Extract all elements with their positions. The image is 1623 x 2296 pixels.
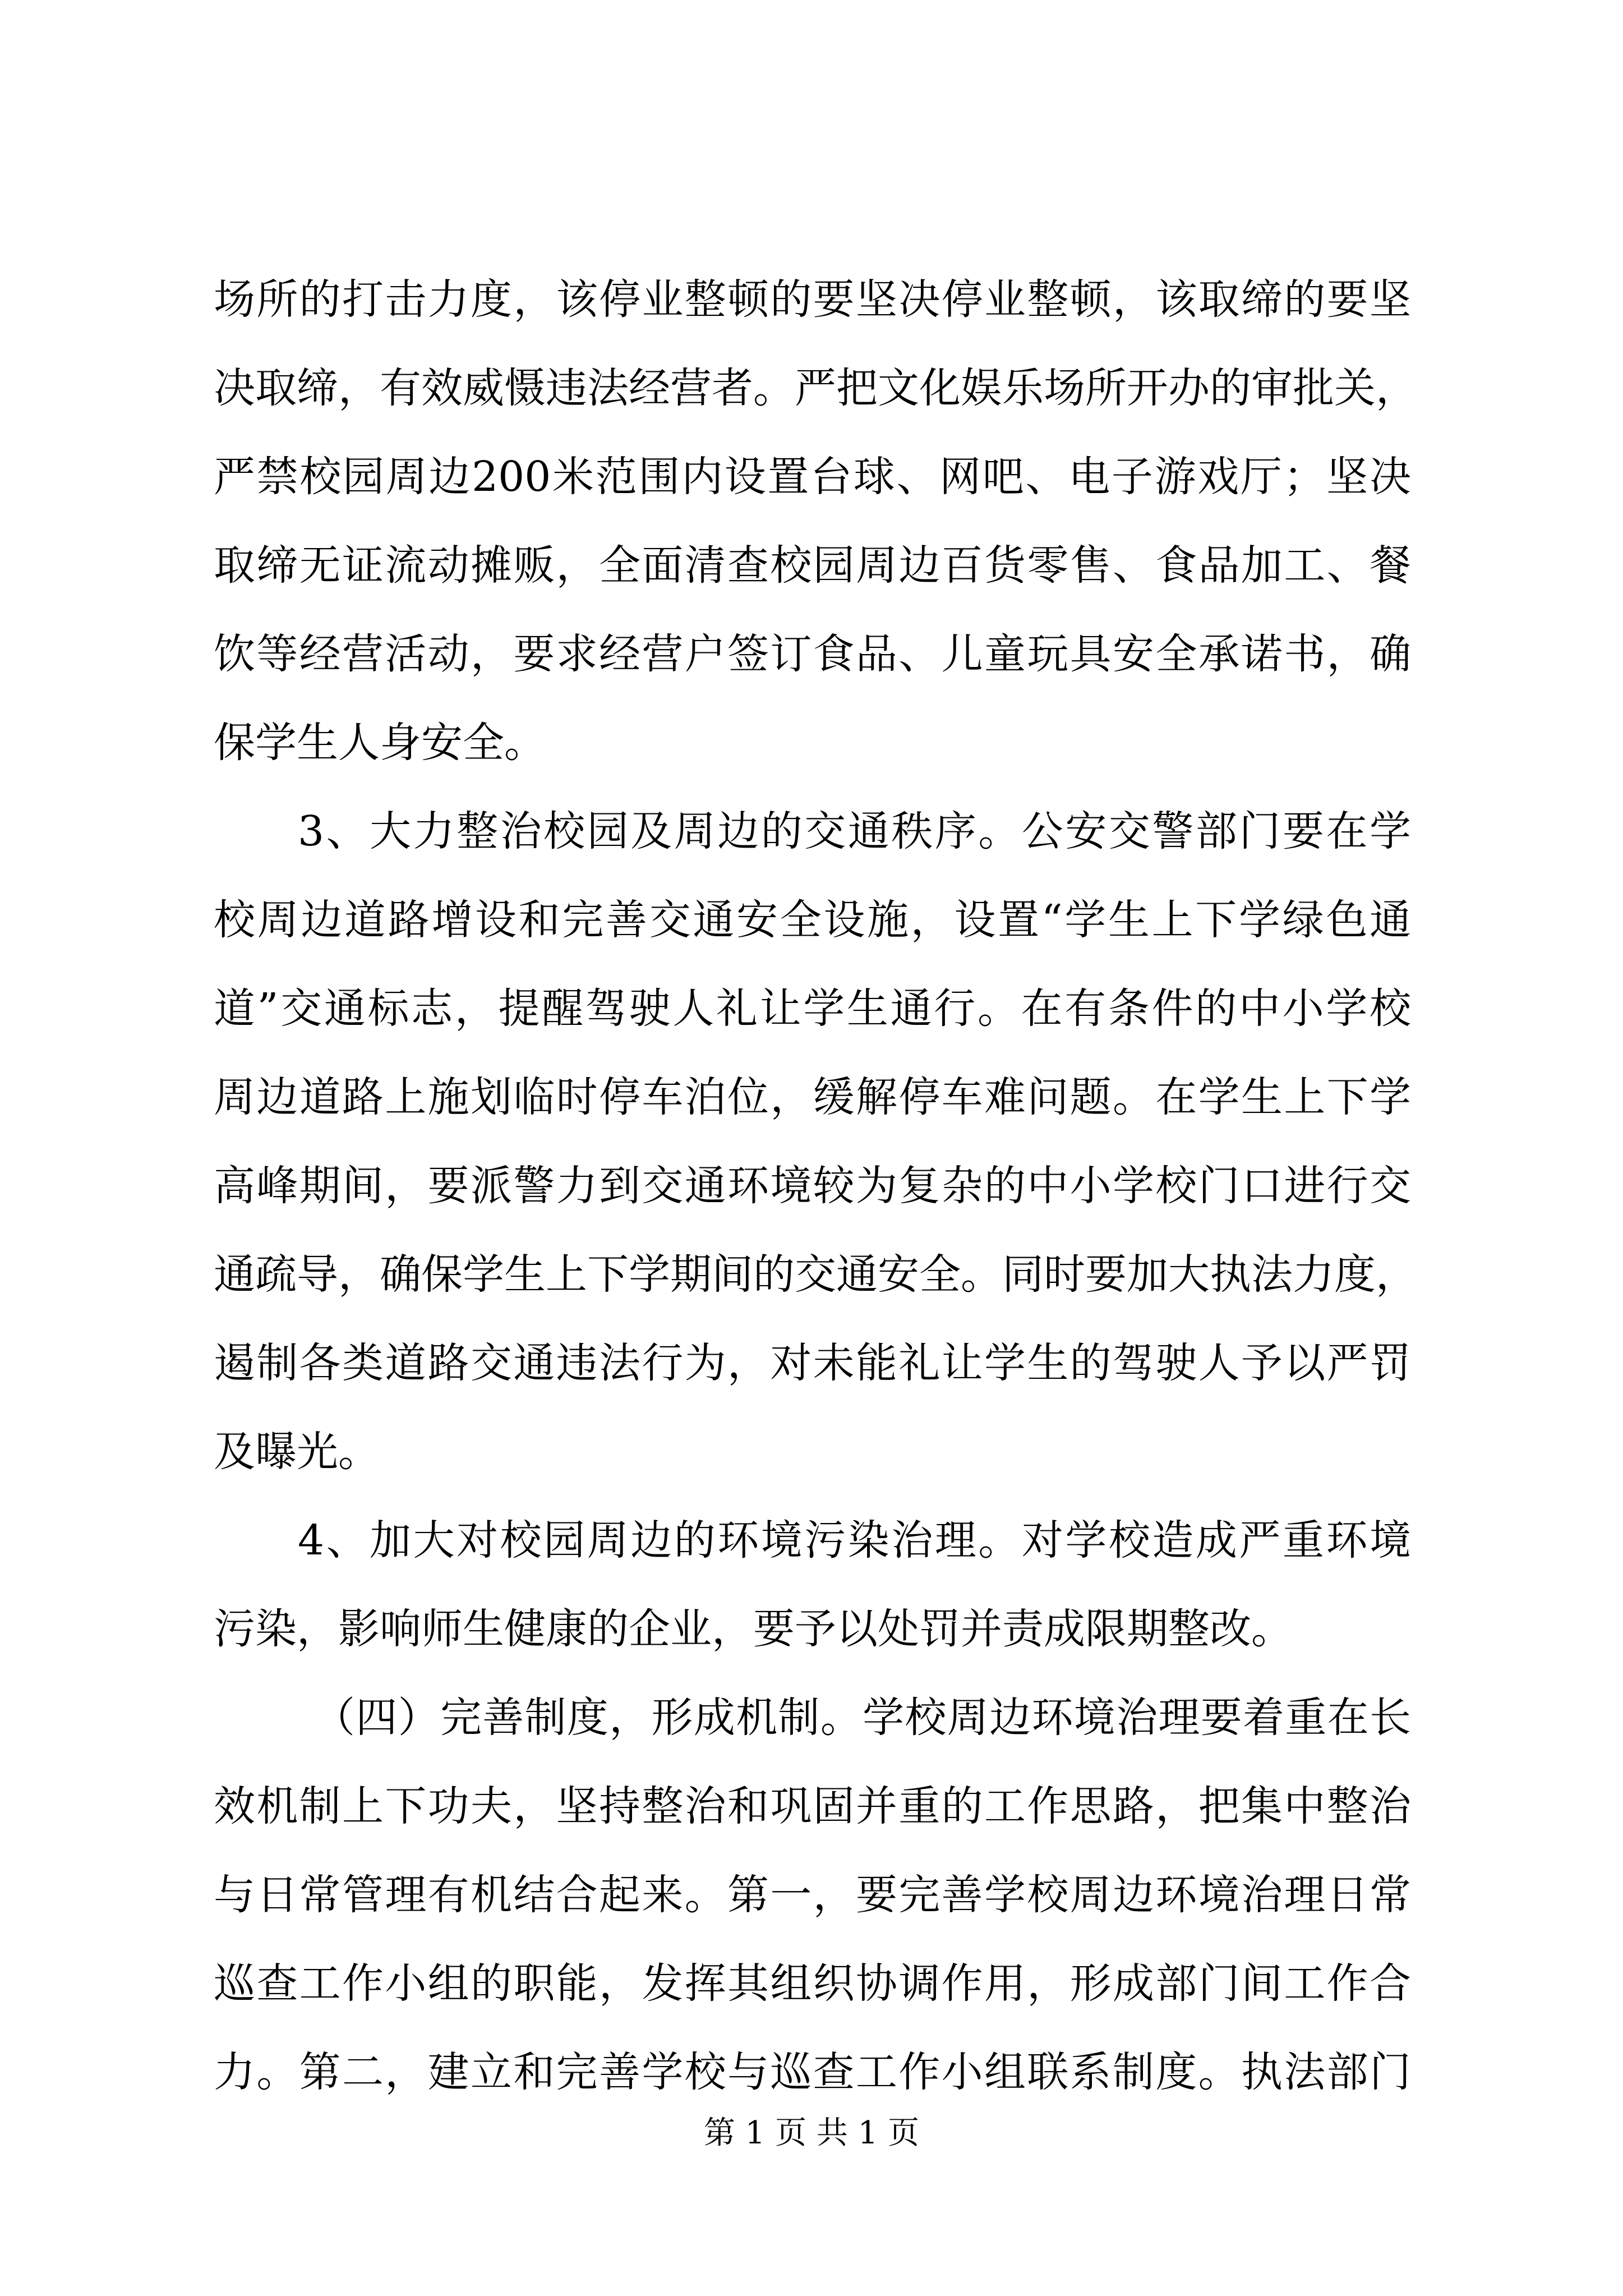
text-line: 与日常管理有机结合起来。第一，要完善学校周边环境治理日常 [214,1871,1411,1919]
text-line: 决取缔，有效威慑违法经营者。严把文化娱乐场所开办的审批关， [214,364,1417,412]
page-footer: 第 1 页 共 1 页 [703,2115,920,2151]
text-line: 饮等经营活动，要求经营户签订食品、儿童玩具安全承诺书，确 [214,630,1411,678]
text-line: 4、加大对校园周边的环境污染治理。对学校造成严重环境 [298,1516,1411,1565]
text-line: 严禁校园周边200米范围内设置台球、网吧、电子游戏厅；坚决 [214,453,1411,501]
text-line: 高峰期间，要派警力到交通环境较为复杂的中小学校门口进行交 [214,1162,1411,1210]
text-line: 道”交通标志，提醒驾驶人礼让学生通行。在有条件的中小学校 [214,984,1411,1033]
text-line: 校周边道路增设和完善交通安全设施，设置“学生上下学绿色通 [214,896,1411,944]
text-line: 取缔无证流动摊贩，全面清查校园周边百货零售、食品加工、餐 [214,541,1411,590]
text-line: （四）完善制度，形成机制。学校周边环境治理要着重在长 [313,1694,1411,1742]
text-line: 通疏导，确保学生上下学期间的交通安全。同时要加大执法力度， [214,1250,1417,1299]
text-line: 巡查工作小组的职能，发挥其组织协调作用，形成部门间工作合 [214,1959,1411,2008]
text-line: 保学生人身安全。 [214,719,546,767]
text-line: 力。第二，建立和完善学校与巡查工作小组联系制度。执法部门 [214,2048,1411,2096]
text-line: 效机制上下功夫，坚持整治和巩固并重的工作思路，把集中整治 [214,1782,1411,1830]
body-text [214,255,1417,2116]
text-line: 3、大力整治校园及周边的交通秩序。公安交警部门要在学 [298,807,1411,855]
text-line: 遏制各类道路交通违法行为，对未能礼让学生的驾驶人予以严罚 [214,1339,1411,1387]
text-line: 周边道路上施划临时停车泊位，缓解停车难问题。在学生上下学 [214,1073,1411,1121]
text-line: 及曝光。 [214,1428,380,1476]
text-line: 场所的打击力度，该停业整顿的要坚决停业整顿，该取缔的要坚 [214,275,1411,324]
text-line: 污染，影响师生健康的企业，要予以处罚并责成限期整改。 [214,1605,1293,1653]
